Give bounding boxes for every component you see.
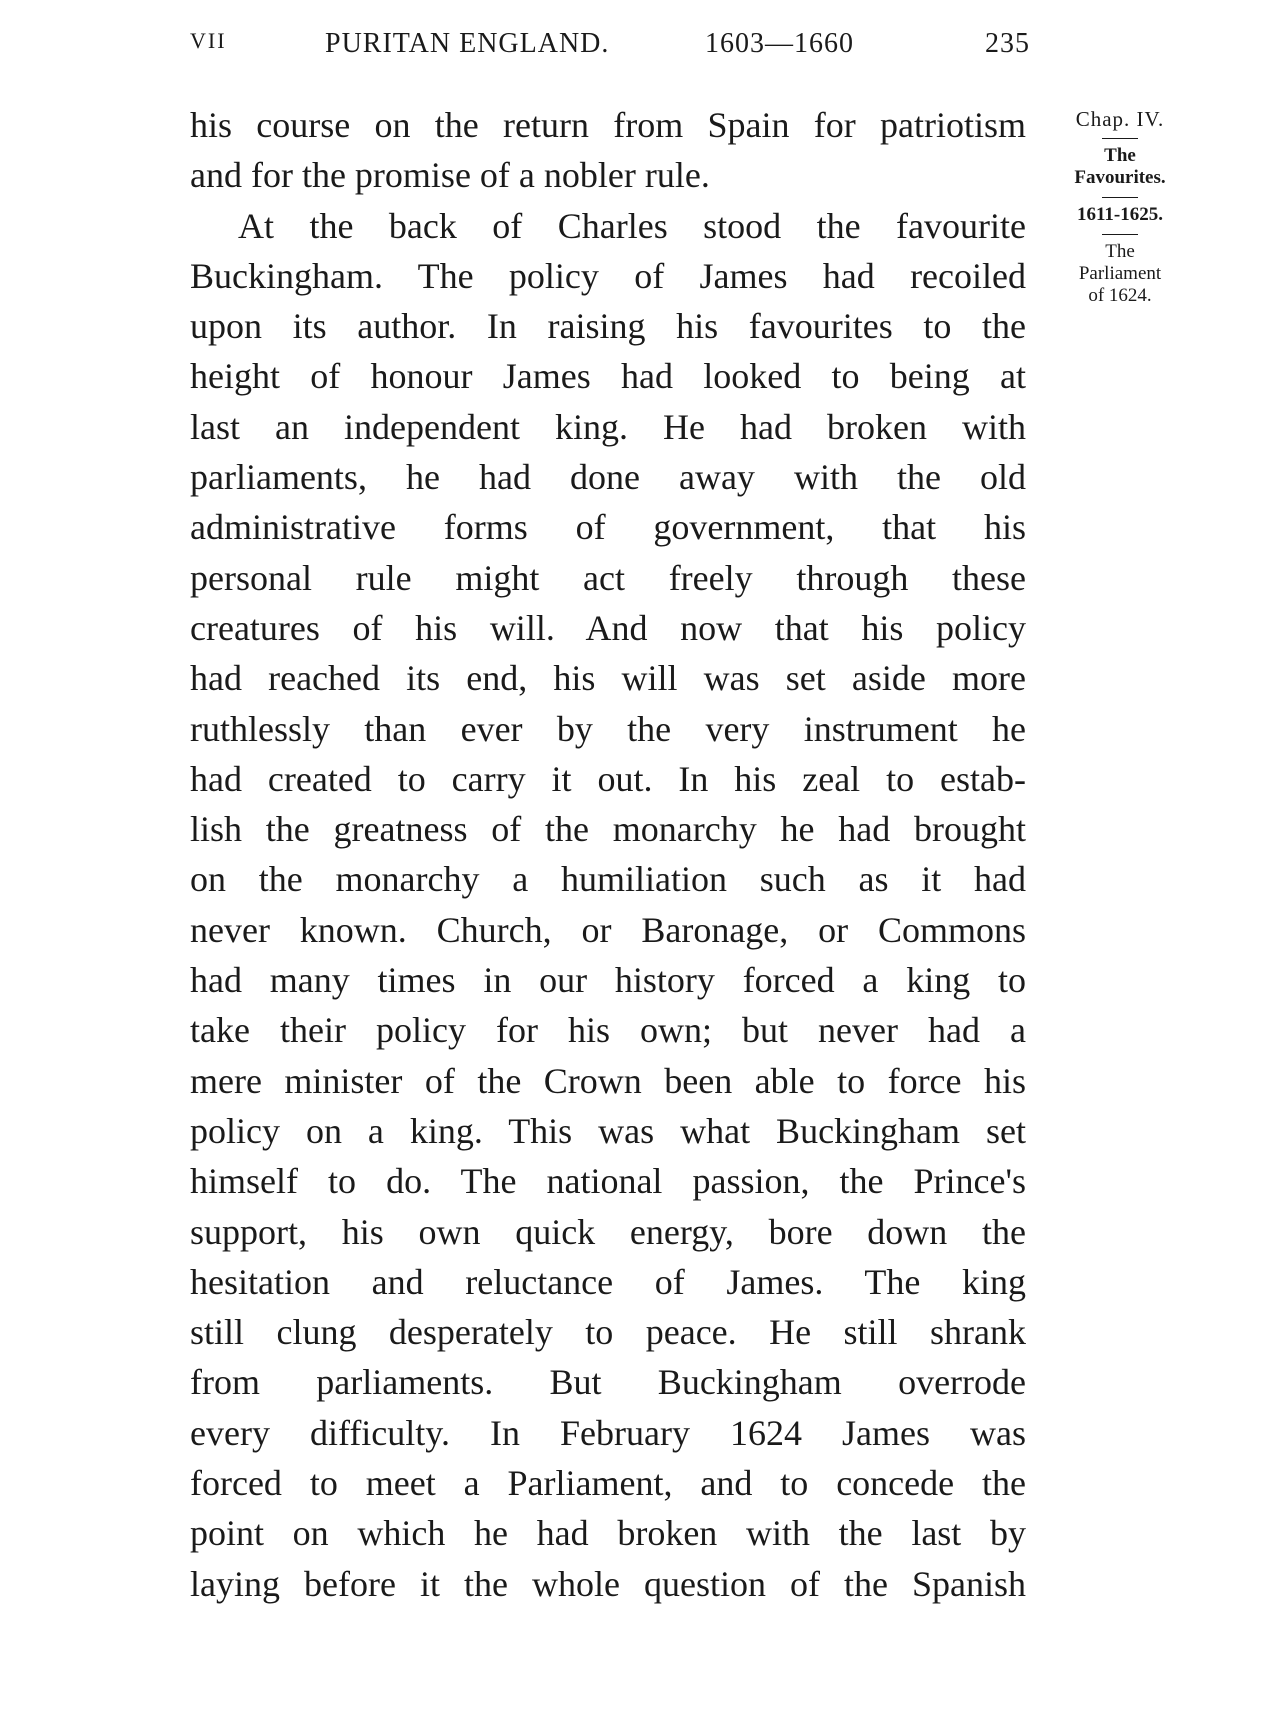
margin-note-favourites-line2: Favourites.: [1074, 167, 1166, 188]
running-head-chapter: VII: [190, 28, 227, 53]
text-line: from parliaments. But Buckingham overrode: [190, 1362, 1026, 1403]
text-line: on the monarchy a humiliation such as it had: [190, 859, 1026, 900]
text-line: had reached its end, his will was set aside more: [190, 658, 1026, 699]
text-line: height of honour James had looked to being at: [190, 356, 1026, 397]
running-head-years: 1603—1660: [705, 28, 854, 59]
text-line: laying before it the whole question of the Spanish: [190, 1563, 1026, 1604]
text-line: personal rule might act freely through these: [190, 557, 1026, 598]
text-line: and for the promise of a nobler rule.: [190, 155, 710, 196]
text-line: upon its author. In raising his favourites to the: [190, 306, 1026, 347]
text-line: support, his own quick energy, bore down the: [190, 1211, 1026, 1252]
text-line: had many times in our history forced a king to: [190, 960, 1026, 1001]
margin-divider: [1102, 234, 1138, 235]
text-line: policy on a king. This was what Buckingham set: [190, 1110, 1026, 1151]
text-line: At the back of Charles stood the favourite: [238, 205, 1026, 246]
margin-note-parliament-line3: of 1624.: [1088, 285, 1152, 306]
text-line: forced to meet a Parliament, and to concede the: [190, 1463, 1026, 1504]
text-line: mere minister of the Crown been able to force his: [190, 1060, 1026, 1101]
margin-divider: [1102, 138, 1138, 139]
margin-divider: [1102, 197, 1138, 198]
text-line: had created to carry it out. In his zeal to estab-: [190, 758, 1026, 799]
text-line: point on which he had broken with the last by: [190, 1513, 1026, 1554]
text-line: Buckingham. The policy of James had recoiled: [190, 255, 1026, 296]
running-head: [190, 28, 1030, 68]
running-head-title: PURITAN ENGLAND.: [325, 28, 610, 59]
page-number: 235: [985, 28, 1030, 59]
text-line: lish the greatness of the monarchy he had brought: [190, 809, 1026, 850]
body-text: [190, 100, 1026, 1609]
text-line: ruthlessly than ever by the very instrument he: [190, 708, 1026, 749]
text-line: never known. Church, or Baronage, or Commons: [190, 909, 1026, 950]
text-line: his course on the return from Spain for patriotism: [190, 105, 1026, 145]
margin-notes: [1040, 108, 1200, 307]
text-line: himself to do. The national passion, the Prince's: [190, 1161, 1026, 1202]
margin-note-favourites-line1: The: [1104, 145, 1136, 166]
text-line: hesitation and reluctance of James. The king: [190, 1261, 1026, 1302]
margin-note-parliament-line2: Parliament: [1078, 263, 1162, 284]
text-line: every difficulty. In February 1624 James was: [190, 1412, 1026, 1453]
text-line: still clung desperately to peace. He still shrank: [190, 1312, 1026, 1353]
text-line: take their policy for his own; but never had a: [190, 1010, 1026, 1051]
text-line: parliaments, he had done away with the old: [190, 457, 1026, 498]
margin-note-years: 1611-1625.: [1076, 204, 1164, 225]
margin-chapter-label: Chap. IV.: [1075, 107, 1165, 131]
text-line: creatures of his will. And now that his policy: [190, 607, 1026, 648]
text-line: last an independent king. He had broken with: [190, 406, 1026, 447]
margin-note-parliament-line1: The: [1105, 241, 1135, 262]
text-line: administrative forms of government, that his: [190, 507, 1026, 548]
